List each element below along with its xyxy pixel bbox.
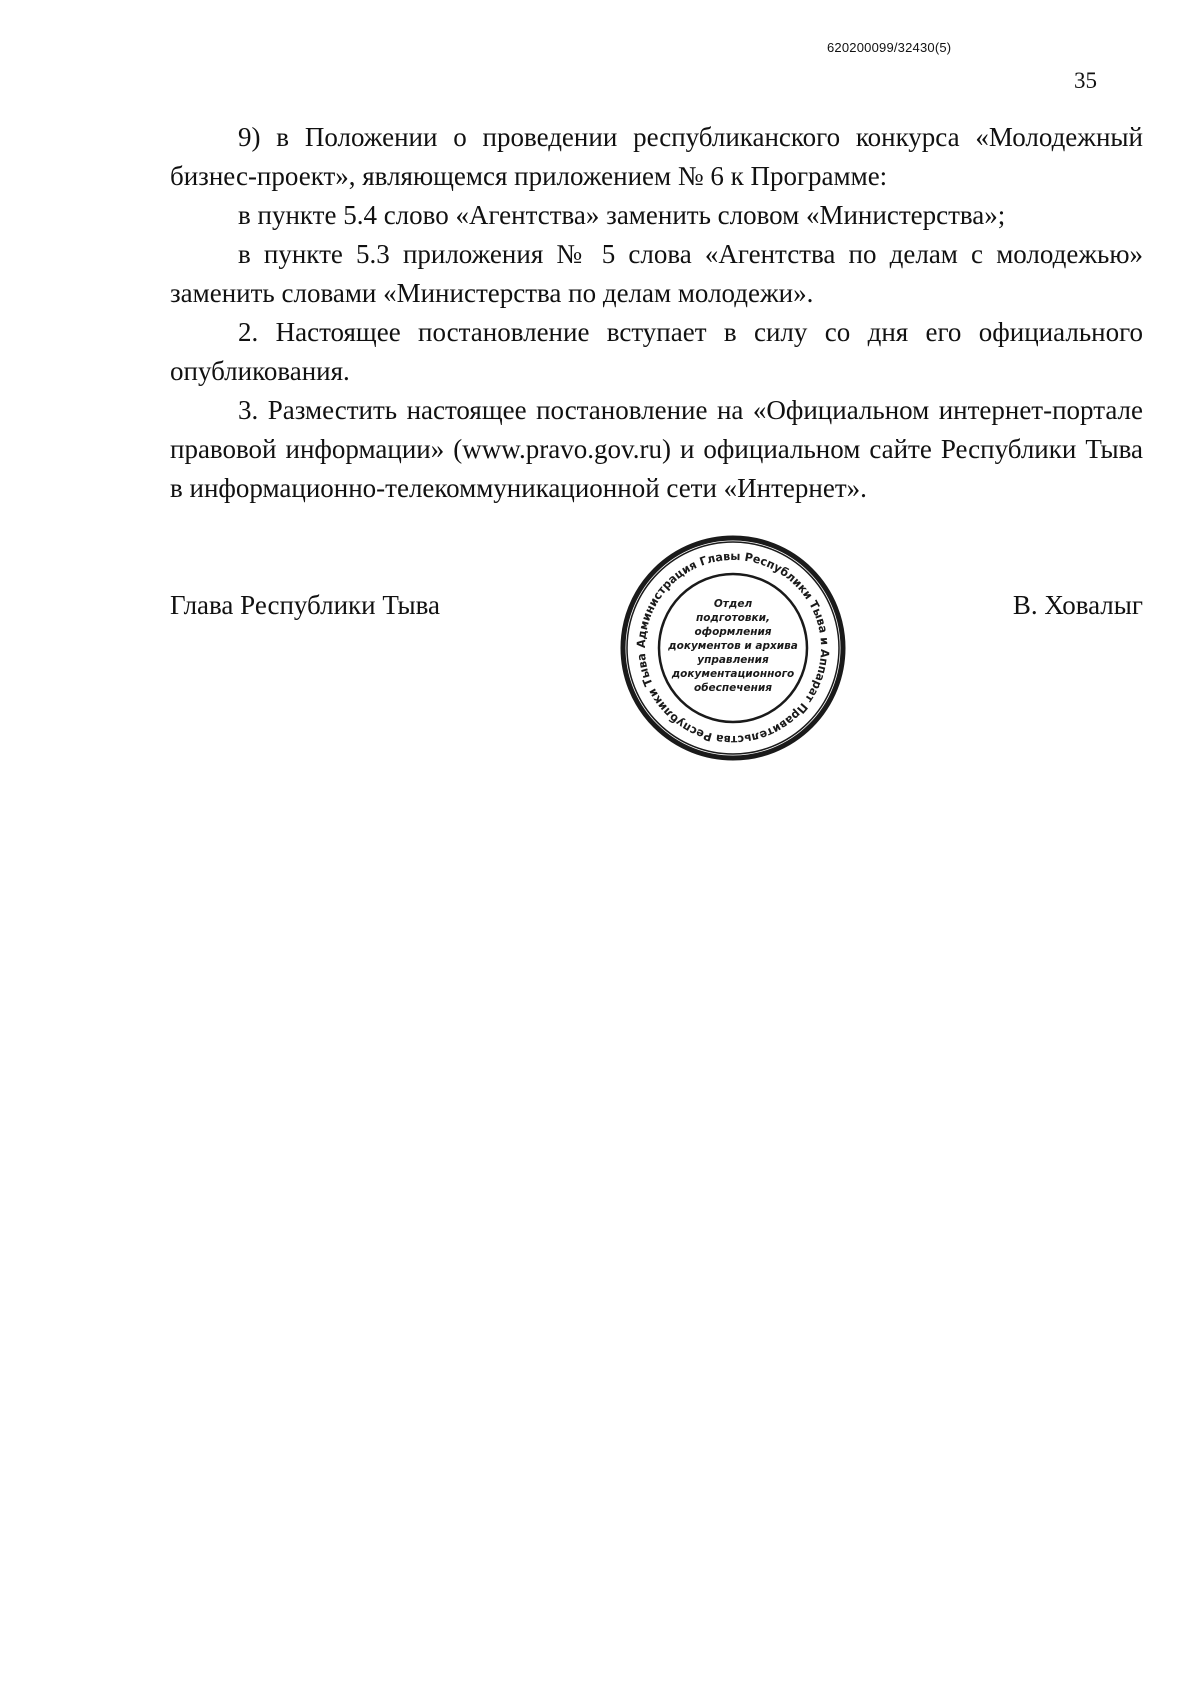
seal-center-line: оформления bbox=[694, 626, 772, 638]
seal-center-text bbox=[667, 598, 798, 694]
document-code: 620200099/32430(5) bbox=[827, 40, 952, 55]
page-number: 35 bbox=[1074, 68, 1097, 93]
document-body bbox=[170, 118, 1143, 508]
seal-center-line: обеспечения bbox=[694, 682, 772, 694]
signatory-title: Глава Республики Тыва bbox=[170, 590, 441, 620]
paragraph-item-9: 9) в Положении о проведении республиканского конкурса «Молодежный бизнес-проект», являющемся приложением № 6 к Программе: bbox=[170, 122, 1143, 191]
seal-center-line: Отдел bbox=[713, 598, 753, 610]
official-seal bbox=[618, 533, 848, 763]
paragraph-publication: 3. Разместить настоящее постановление на «Официальном интернет-портале правовой информации» (www.pravo.gov.ru) и официальном сайте Республики Тыва в информационно-телекоммуникационной сети «Интернет». bbox=[170, 395, 1143, 503]
seal-center-line: подготовки, bbox=[695, 612, 771, 624]
seal-graphic bbox=[618, 533, 848, 763]
signatory-name: В. Ховалыг bbox=[1012, 590, 1143, 620]
seal-ring-textpath: Администрация Главы Республики Тыва и Аппарат Правительства Республики Тыва bbox=[633, 548, 833, 748]
seal-center-line: управления bbox=[697, 654, 769, 666]
paragraph-effective-date: 2. Настоящее постановление вступает в силу со дня его официального опубликования. bbox=[170, 317, 1143, 386]
seal-center-line: документационного bbox=[671, 668, 795, 680]
paragraph-point-5-3: в пункте 5.3 приложения № 5 слова «Агентства по делам с молодежью» заменить словами «Министерства по делам молодежи». bbox=[170, 239, 1143, 308]
seal-center-line: документов и архива bbox=[668, 640, 798, 652]
paragraph-point-5-4: в пункте 5.4 слово «Агентства» заменить словом «Министерства»; bbox=[238, 200, 1006, 230]
